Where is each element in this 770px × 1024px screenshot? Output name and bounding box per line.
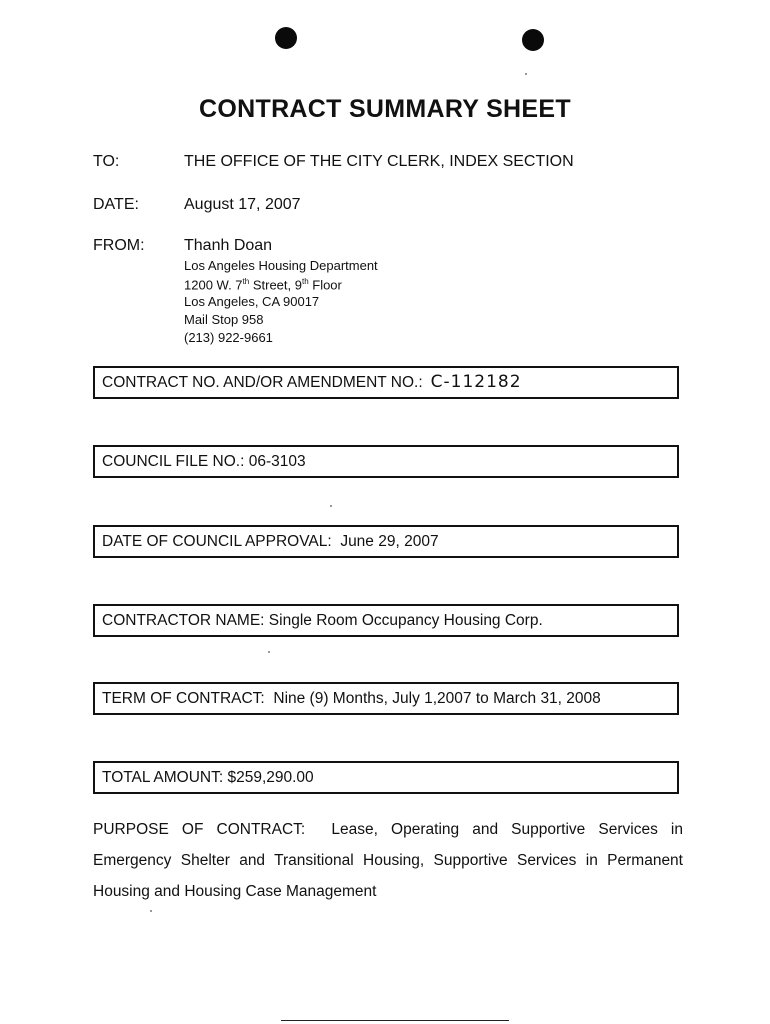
from-label: FROM:	[93, 237, 145, 254]
from-name: Thanh Doan	[184, 237, 273, 254]
contractor-value: Single Room Occupancy Housing Corp.	[268, 612, 543, 629]
total-amount-box	[93, 761, 679, 794]
date-label: DATE:	[93, 196, 139, 213]
purpose-value: Lease, Operating and Supportive Services in Emergency Shelter and Transitional Housing, Supportive Services in Permanent Housing and Housing Case Management	[93, 821, 683, 900]
term-box	[93, 682, 679, 715]
term-value: Nine (9) Months, July 1,2007 to March 31, 2008	[273, 690, 601, 707]
contract-number-box	[93, 366, 679, 399]
council-file-box	[93, 445, 679, 478]
total-amount-value: $259,290.00	[227, 769, 314, 786]
council-approval-box	[93, 525, 679, 558]
to-label: TO:	[93, 153, 120, 170]
signature-line	[281, 1020, 509, 1021]
date-value: August 17, 2007	[184, 196, 301, 213]
council-approval-label: DATE OF COUNCIL APPROVAL:	[102, 533, 332, 550]
contract-number-label: CONTRACT NO. AND/OR AMENDMENT NO.:	[102, 374, 423, 391]
to-value: THE OFFICE OF THE CITY CLERK, INDEX SECTION	[184, 153, 574, 170]
council-file-value: 06-3103	[248, 453, 306, 470]
term-label: TERM OF CONTRACT:	[102, 690, 265, 707]
contract-number-value: C-112182	[430, 372, 522, 392]
council-approval-value: June 29, 2007	[340, 533, 439, 550]
scan-speck	[525, 73, 527, 75]
contractor-box	[93, 604, 679, 637]
from-city: Los Angeles, CA 90017	[184, 294, 320, 309]
contractor-label: CONTRACTOR NAME:	[102, 612, 265, 629]
total-amount-label: TOTAL AMOUNT:	[102, 769, 224, 786]
from-street: 1200 W. 7th Street, 9th Floor	[184, 277, 342, 293]
scan-speck	[268, 651, 270, 653]
scan-speck	[150, 910, 152, 912]
from-mail-stop: Mail Stop 958	[184, 312, 264, 327]
page-title: CONTRACT SUMMARY SHEET	[199, 95, 571, 123]
punch-hole	[275, 27, 297, 49]
scan-speck	[330, 505, 332, 507]
council-file-label: COUNCIL FILE NO.:	[102, 453, 245, 470]
from-phone: (213) 922-9661	[184, 330, 273, 345]
from-department: Los Angeles Housing Department	[184, 258, 378, 273]
punch-hole	[522, 29, 544, 51]
purpose-label: PURPOSE OF CONTRACT:	[93, 821, 306, 838]
purpose-paragraph	[93, 814, 683, 907]
